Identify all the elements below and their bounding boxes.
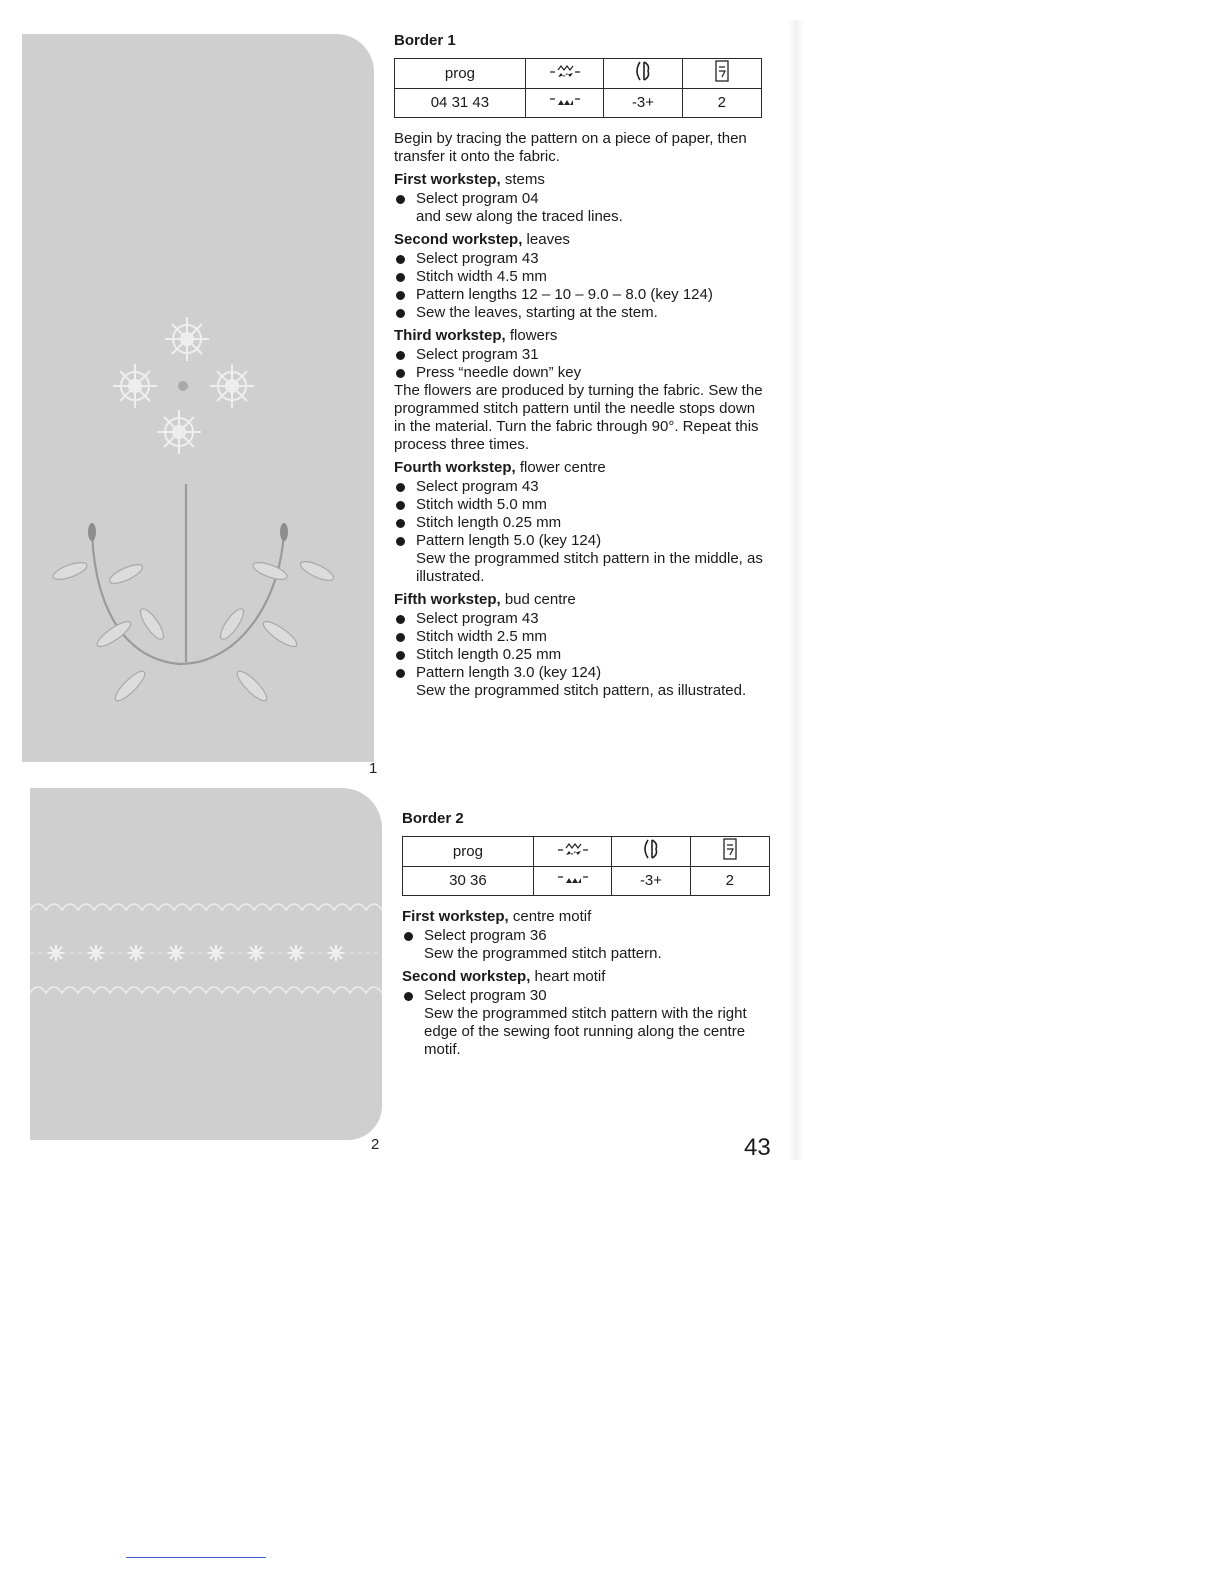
border-1-section [394,32,766,700]
b2-step-2-list [402,987,774,1005]
pattern-length-icon [533,867,611,896]
list-item: Pattern lengths 12 – 10 – 9.0 – 8.0 (key 124) [394,286,766,304]
flower-centre [178,381,188,391]
list-item: Select program 30 [402,987,774,1005]
border-1-settings-table [394,58,762,118]
step-5-list [394,610,766,682]
figure-number-1: 1 [369,760,378,777]
b2-step-2-title: Second workstep, heart motif [402,968,606,985]
prog-values: 30 36 [403,867,534,896]
step-2-list [394,250,766,322]
prog-values: 04 31 43 [395,89,526,118]
list-item: Stitch length 0.25 mm [394,514,766,532]
step-5-title: Fifth workstep, bud centre [394,591,576,608]
footer-rule [126,1557,266,1558]
list-item: Stitch width 4.5 mm [394,268,766,286]
heart-row-top [30,904,382,910]
list-item: Pattern length 5.0 (key 124) [394,532,766,550]
step-3-text: The flowers are produced by turning the fabric. Sew the programmed stitch pattern until the needle stops down in the material. Turn the fabric through 90°. Repeat this process three times. [394,382,763,453]
list-item: Pattern length 3.0 (key 124) [394,664,766,682]
step-1-title: First workstep, stems [394,171,545,188]
list-item: Stitch width 5.0 mm [394,496,766,514]
prog-header: prog [395,59,526,89]
border-2-settings-table [402,836,770,896]
presser-foot-icon [682,59,761,89]
stitch-width-icon [604,59,682,89]
stitch-length-icon [533,837,611,867]
border-2-section [402,810,774,1059]
b2-step-1-title: First workstep, centre motif [402,908,592,925]
list-item: Press “needle down” key [394,364,766,382]
step-4-list [394,478,766,550]
heart-border-illustration [30,788,382,1140]
b2-step-2-note: Sew the programmed stitch pattern with the right edge of the sewing foot running along the centre motif. [424,1005,747,1058]
list-item: Stitch width 2.5 mm [394,628,766,646]
list-item: Stitch length 0.25 mm [394,646,766,664]
list-item: Sew the leaves, starting at the stem. [394,304,766,322]
step-3-list [394,346,766,382]
border-1-title: Border 1 [394,32,456,49]
stitch-width-value: -3+ [612,867,690,896]
step-4-title: Fourth workstep, flower centre [394,459,606,476]
step-2-title: Second workstep, leaves [394,231,570,248]
stitch-width-value: -3+ [604,89,682,118]
foot-value: 2 [690,867,769,896]
list-item: Select program 31 [394,346,766,364]
pattern-length-icon [525,89,603,118]
flower-embroidery-illustration [22,34,374,762]
list-item: Select program 04 [394,190,766,208]
presser-foot-icon [690,837,769,867]
figure-number-2: 2 [371,1136,380,1153]
b2-step-1-list [402,927,774,945]
foot-value: 2 [682,89,761,118]
prog-header: prog [403,837,534,867]
scan-edge-shadow [788,20,804,1160]
stitch-length-icon [525,59,603,89]
stitch-width-icon [612,837,690,867]
flower-left [113,364,157,408]
list-item: Select program 36 [402,927,774,945]
curved-stem [92,524,284,664]
flower-top [165,317,209,361]
flower-right [210,364,254,408]
embroidery-photo-border-1 [22,34,374,762]
step-5-note: Sew the programmed stitch pattern, as illustrated. [416,682,747,699]
step-1-list [394,190,766,208]
step-1-note: and sew along the traced lines. [416,208,623,225]
border-2-title: Border 2 [402,810,464,827]
step-4-note: Sew the programmed stitch pattern in the middle, as illustrated. [416,550,763,585]
b2-step-1-note: Sew the programmed stitch pattern. [424,945,662,962]
embroidery-photo-border-2 [30,788,382,1140]
step-3-title: Third workstep, flowers [394,327,558,344]
list-item: Select program 43 [394,478,766,496]
list-item: Select program 43 [394,250,766,268]
page-number: 43 [744,1134,771,1161]
list-item: Select program 43 [394,610,766,628]
heart-row-bottom [30,987,382,993]
centre-motif-row [48,945,344,961]
flower-bottom [157,410,201,454]
intro-text: Begin by tracing the pattern on a piece of paper, then transfer it onto the fabric. [394,130,747,165]
